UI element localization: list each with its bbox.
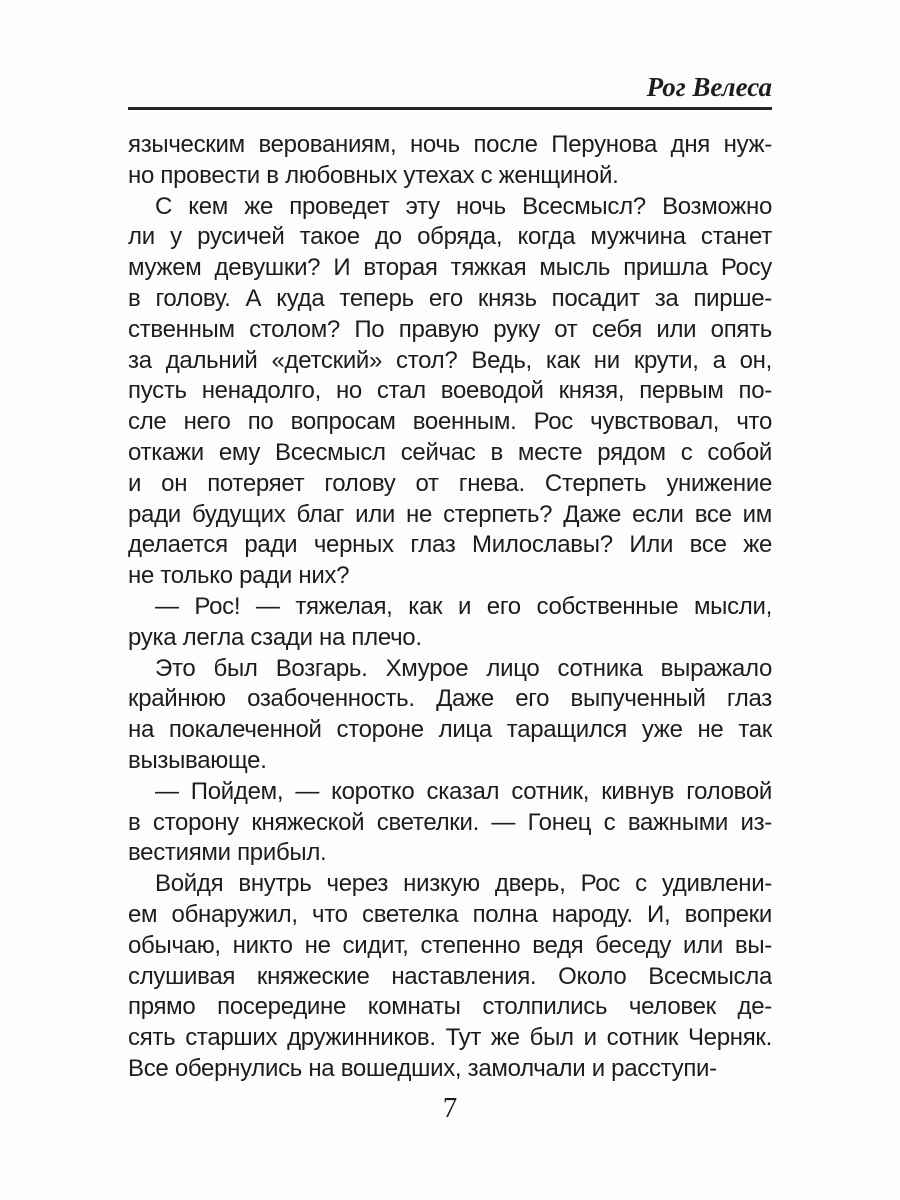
text-line: ственным столом? По правую руку от себя или опять bbox=[128, 315, 772, 343]
chapter-title: Рог Велеса bbox=[646, 72, 772, 102]
text-line: делается ради черных глаз Милославы? Или все же bbox=[128, 531, 772, 559]
text-line: ем обнаружил, что светелка полна народу. И, вопреки bbox=[128, 900, 772, 928]
text-line: Войдя внутрь через низкую дверь, Рос с удивлени- bbox=[155, 870, 772, 898]
text-line: вестиями прибыл. bbox=[128, 839, 327, 867]
text-line: С кем же проведет эту ночь Всесмысл? Возможно bbox=[155, 192, 772, 220]
text-line: Все обернулись на вошедших, замолчали и расступи- bbox=[128, 1054, 717, 1082]
text-line: Это был Возгарь. Хмурое лицо сотника выражало bbox=[155, 654, 772, 682]
text-line: но провести в любовных утехах с женщиной. bbox=[128, 161, 619, 189]
text-line: не только ради них? bbox=[128, 562, 350, 590]
text-line: в голову. А куда теперь его князь посадит за пирше- bbox=[128, 284, 772, 312]
header-rule bbox=[128, 107, 772, 110]
text-line: языческим верованиям, ночь после Перунова дня нуж- bbox=[128, 131, 772, 158]
text-line: — Пойдем, — коротко сказал сотник, кивнув головой bbox=[155, 777, 772, 805]
text-line: и он потеряет голову от гнева. Стерпеть унижение bbox=[128, 469, 772, 497]
text-line: пусть ненадолго, но стал воеводой князя, первым по- bbox=[128, 377, 772, 405]
text-line: сять старших дружинников. Тут же был и сотник Черняк. bbox=[128, 1024, 772, 1052]
text-line: рука легла сзади на плечо. bbox=[128, 623, 422, 651]
text-line: — Рос! — тяжелая, как и его собственные мысли, bbox=[155, 592, 772, 620]
text-line: обычаю, никто не сидит, степенно ведя беседу или вы- bbox=[128, 931, 772, 959]
text-line: откажи ему Всесмысл сейчас в месте рядом с собой bbox=[128, 438, 772, 466]
text-line: за дальний «детский» стол? Ведь, как ни крути, а он, bbox=[128, 346, 772, 374]
text-line: мужем девушки? И вторая тяжкая мысль пришла Росу bbox=[128, 254, 772, 282]
text-block bbox=[128, 130, 772, 1085]
text-line: вызывающе. bbox=[128, 746, 267, 774]
text-line: крайнюю озабоченность. Даже его выпученный глаз bbox=[128, 685, 772, 713]
text-line: в сторону княжеской светелки. — Гонец с важными из- bbox=[128, 808, 772, 836]
text-line: ради будущих благ или не стерпеть? Даже если все им bbox=[128, 500, 772, 528]
text-line: прямо посередине комнаты столпились человек де- bbox=[128, 993, 772, 1021]
text-line: сле него по вопросам военным. Рос чувствовал, что bbox=[128, 408, 772, 436]
page-number: 7 bbox=[442, 1092, 458, 1124]
text-line: ли у русичей такое до обряда, когда мужчина станет bbox=[128, 223, 772, 251]
text-line: на покалеченной стороне лица таращился уже не так bbox=[128, 716, 772, 744]
running-head bbox=[128, 72, 772, 118]
text-line: слушивая княжеские наставления. Около Всесмысла bbox=[128, 962, 772, 990]
